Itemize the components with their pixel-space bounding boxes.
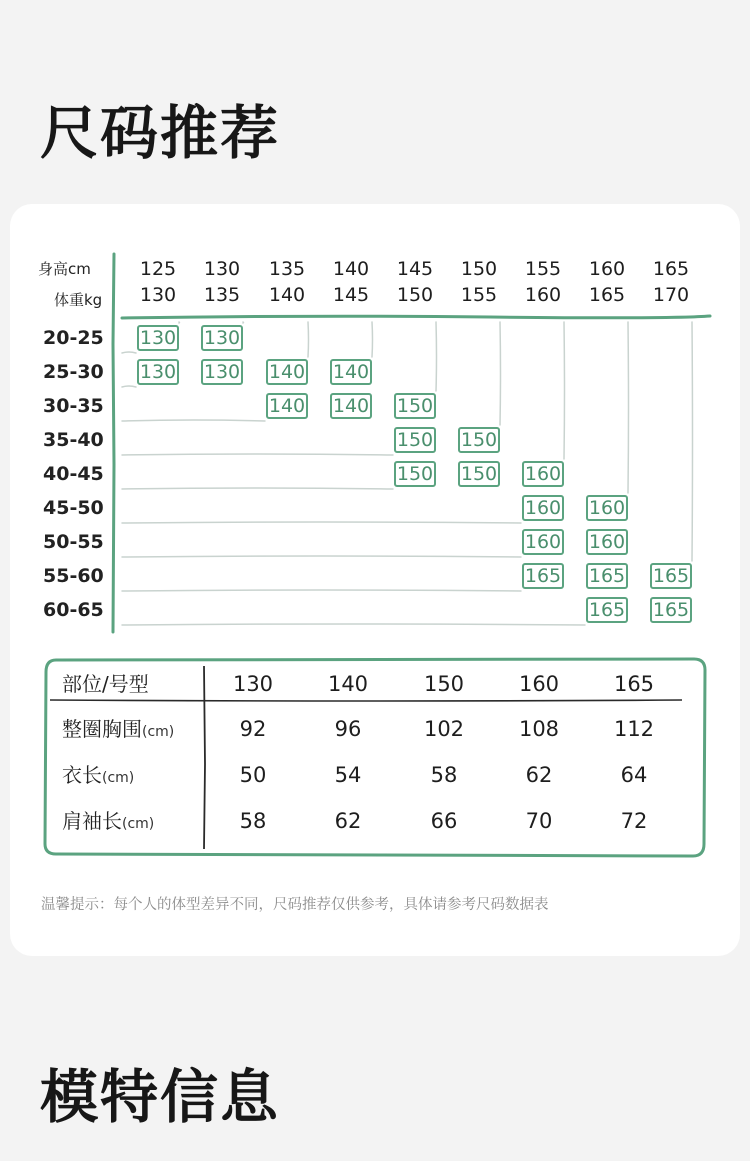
weight-row-header: 30-35 — [43, 395, 104, 417]
measure-value: 64 — [620, 763, 648, 787]
column-guide-line — [692, 322, 693, 561]
measure-name: 衣长 — [62, 763, 102, 787]
page-title-model-info: 模特信息 — [40, 1063, 281, 1131]
measure-value: 66 — [430, 809, 458, 833]
recommended-size-badge: 160 — [586, 495, 628, 521]
measure-value: 54 — [334, 763, 362, 787]
measure-value: 62 — [525, 763, 553, 787]
size-cell — [454, 457, 514, 491]
corner-height-label: 身高cm — [38, 260, 91, 278]
size-cell — [582, 593, 642, 627]
page-title-size-recommend: 尺码推荐 — [40, 99, 281, 167]
measure-unit: (cm) — [142, 724, 175, 740]
recommended-size-badge: 150 — [458, 461, 500, 487]
height-range-bottom: 155 — [460, 284, 498, 306]
height-range-bottom: 160 — [524, 284, 562, 306]
measure-size-header: 150 — [423, 672, 465, 696]
measure-value: 58 — [430, 763, 458, 787]
size-cell — [582, 491, 642, 525]
measure-value: 102 — [423, 717, 465, 741]
measure-value: 108 — [518, 717, 560, 741]
recommended-size-badge: 130 — [201, 325, 243, 351]
row-guide-line — [122, 454, 393, 455]
weight-row-header: 50-55 — [43, 531, 104, 553]
recommended-size-badge: 150 — [394, 427, 436, 453]
measure-value: 112 — [613, 717, 655, 741]
column-guide-line — [628, 322, 629, 493]
measure-unit: (cm) — [102, 770, 135, 786]
height-range-bottom: 145 — [332, 284, 370, 306]
height-column-header — [451, 256, 507, 308]
height-range-top: 125 — [139, 258, 177, 280]
recommended-size-badge: 140 — [266, 393, 308, 419]
recommended-size-badge: 140 — [330, 359, 372, 385]
measure-unit: (cm) — [122, 816, 155, 832]
measure-size-header: 140 — [327, 672, 369, 696]
measure-value: 72 — [620, 809, 648, 833]
measure-row-label — [62, 762, 134, 791]
measure-header-label: 部位/号型 — [62, 672, 149, 696]
size-cell — [518, 491, 578, 525]
measure-size-header: 165 — [613, 672, 655, 696]
recommended-size-badge: 130 — [137, 359, 179, 385]
row-guide-line — [122, 420, 265, 421]
recommended-size-badge: 165 — [586, 563, 628, 589]
height-range-bottom: 135 — [203, 284, 241, 306]
height-range-top: 165 — [652, 258, 690, 280]
recommended-size-badge: 150 — [458, 427, 500, 453]
row-guide-line — [122, 590, 521, 591]
height-range-top: 135 — [268, 258, 306, 280]
height-column-header — [259, 256, 315, 308]
measure-size-header: 160 — [518, 672, 560, 696]
height-range-bottom: 165 — [588, 284, 626, 306]
corner-weight-label: 体重kg — [54, 291, 103, 309]
height-range-top: 140 — [332, 258, 370, 280]
recommended-size-badge: 165 — [522, 563, 564, 589]
height-column-header — [643, 256, 699, 308]
column-guide-line — [500, 322, 501, 425]
recommended-size-badge: 165 — [586, 597, 628, 623]
size-cell — [582, 525, 642, 559]
weight-row-header: 20-25 — [43, 327, 104, 349]
size-cell — [197, 355, 257, 389]
recommended-size-badge: 140 — [266, 359, 308, 385]
measure-value: 92 — [239, 717, 267, 741]
height-column-header — [323, 256, 379, 308]
height-range-bottom: 140 — [268, 284, 306, 306]
measure-value: 70 — [525, 809, 553, 833]
height-column-header — [515, 256, 571, 308]
size-card — [10, 204, 740, 956]
weight-row-header: 35-40 — [43, 429, 104, 451]
column-guide-line — [564, 322, 565, 459]
height-range-top: 130 — [203, 258, 241, 280]
size-cell — [582, 559, 642, 593]
size-cell — [133, 355, 193, 389]
footnote: 温馨提示：每个人的体型差异不同，尺码推荐仅供参考，具体请参考尺码数据表 — [41, 897, 549, 913]
height-range-bottom: 130 — [139, 284, 177, 306]
measure-name: 整圈胸围 — [62, 717, 142, 741]
height-range-top: 150 — [460, 258, 498, 280]
size-cell — [518, 559, 578, 593]
size-cell — [646, 559, 706, 593]
height-range-top: 145 — [396, 258, 434, 280]
height-range-top: 155 — [524, 258, 562, 280]
recommended-size-badge: 140 — [330, 393, 372, 419]
height-column-header — [130, 256, 186, 308]
measure-row-label — [62, 808, 154, 837]
recommended-size-badge: 130 — [137, 325, 179, 351]
weight-row-header: 55-60 — [43, 565, 104, 587]
recommended-size-badge: 130 — [201, 359, 243, 385]
size-cell — [326, 355, 386, 389]
row-guide-line — [122, 556, 521, 557]
size-cell — [518, 525, 578, 559]
measure-value: 62 — [334, 809, 362, 833]
recommended-size-badge: 165 — [650, 597, 692, 623]
height-column-header — [579, 256, 635, 308]
size-cell — [646, 593, 706, 627]
size-cell — [262, 389, 322, 423]
weight-row-header: 60-65 — [43, 599, 104, 621]
weight-row-header: 40-45 — [43, 463, 104, 485]
size-cell — [518, 457, 578, 491]
column-axis-line — [122, 316, 710, 318]
weight-row-header: 45-50 — [43, 497, 104, 519]
measure-value: 96 — [334, 717, 362, 741]
size-cell — [197, 321, 257, 355]
size-cell — [390, 457, 450, 491]
recommended-size-badge: 160 — [522, 461, 564, 487]
column-guide-line — [372, 322, 373, 357]
recommended-size-badge: 160 — [522, 529, 564, 555]
recommended-size-badge: 165 — [650, 563, 692, 589]
height-column-header — [387, 256, 443, 308]
row-guide-line — [122, 488, 393, 489]
recommended-size-badge: 160 — [586, 529, 628, 555]
height-column-header — [194, 256, 250, 308]
column-guide-line — [308, 322, 309, 357]
column-guide-line — [436, 322, 437, 391]
recommended-size-badge: 160 — [522, 495, 564, 521]
size-cell — [133, 321, 193, 355]
row-guide-line — [122, 624, 585, 625]
measure-value: 50 — [239, 763, 267, 787]
size-cell — [326, 389, 386, 423]
size-cell — [390, 389, 450, 423]
row-guide-line — [122, 522, 521, 523]
size-cell — [262, 355, 322, 389]
size-cell — [390, 423, 450, 457]
measure-name: 肩袖长 — [62, 809, 122, 833]
height-range-top: 160 — [588, 258, 626, 280]
measure-row-label — [62, 716, 174, 745]
recommended-size-badge: 150 — [394, 393, 436, 419]
height-range-bottom: 150 — [396, 284, 434, 306]
weight-row-header: 25-30 — [43, 361, 104, 383]
measure-value: 58 — [239, 809, 267, 833]
recommended-size-badge: 150 — [394, 461, 436, 487]
height-range-bottom: 170 — [652, 284, 690, 306]
size-cell — [454, 423, 514, 457]
measure-size-header: 130 — [232, 672, 274, 696]
